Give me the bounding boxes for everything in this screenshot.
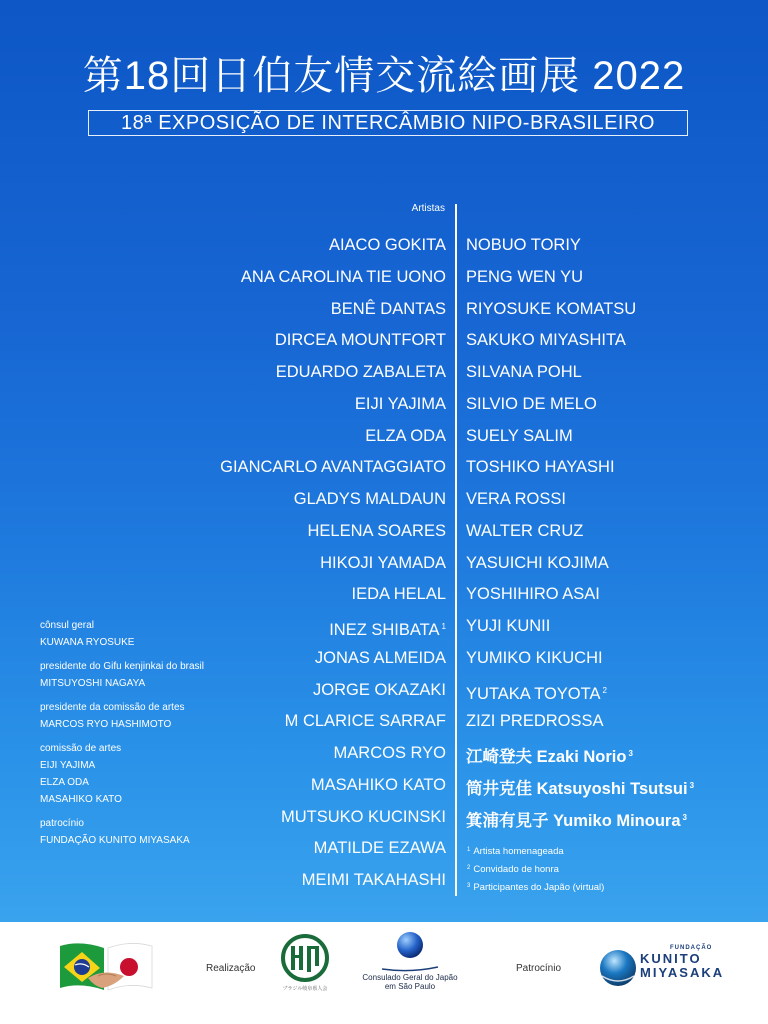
- artist-name: [466, 548, 766, 580]
- credit-entry: [40, 617, 280, 651]
- fkm-sphere-icon: [598, 946, 638, 990]
- footnote-mark: 1: [467, 847, 471, 853]
- consulado-swoosh-icon: [380, 965, 440, 973]
- artist-name: [150, 452, 446, 484]
- artist-name: [466, 452, 766, 484]
- footnote-marker: 1: [441, 622, 446, 631]
- artist-name-text: VERA ROSSI: [466, 490, 566, 508]
- footnote-marker: 2: [602, 685, 607, 695]
- artist-name-text: TOSHIKO HAYASHI: [466, 458, 615, 477]
- artist-name: [150, 325, 446, 357]
- event-subtitle: 18ª EXPOSIÇÃO DE INTERCÂMBIO NIPO-BRASILEIRO: [88, 110, 688, 136]
- credit-entry: [40, 740, 280, 808]
- artist-name-text: 箕浦有見子 Yumiko Minoura: [466, 811, 681, 830]
- credit-role: presidente da comissão de artes: [40, 702, 185, 713]
- credit-entry: [40, 699, 280, 733]
- artist-name: [466, 770, 766, 802]
- artist-name: [150, 421, 446, 453]
- artist-name: [466, 484, 766, 516]
- footnote-mark: 2: [467, 865, 471, 871]
- artist-name: [150, 294, 446, 326]
- artist-name: [150, 262, 446, 294]
- footnote-text: Artista homenageada: [473, 846, 564, 857]
- artist-name-text: YUJI KUNII: [466, 617, 551, 635]
- credit-role: cônsul geral: [40, 620, 94, 631]
- artist-name-text: SUELY SALIM: [466, 426, 573, 445]
- artist-name-text: ZIZI PREDROSSA: [466, 712, 604, 731]
- artist-name-text: AIACO GOKITA: [328, 236, 446, 254]
- realizacao-label: Realização: [206, 963, 256, 974]
- artist-name-text: ELZA ODA: [365, 426, 446, 445]
- artist-name-text: 江崎登夫 Ezaki Norio: [466, 748, 627, 766]
- artist-name: [466, 643, 766, 675]
- artist-name-text: MATILDE EZAWA: [313, 839, 446, 858]
- consulado-logo: [360, 930, 460, 991]
- artist-name-text: MEIMI TAKAHASHI: [301, 871, 446, 889]
- credit-person: KUWANA RYOSUKE: [40, 637, 135, 648]
- fkm-fundacao-text: FUNDAÇÃO: [670, 945, 713, 951]
- artist-name-text: DIRCEA MOUNTFORT: [274, 331, 446, 350]
- artist-name: [466, 357, 766, 389]
- consulado-globe-icon: [395, 930, 425, 960]
- footnote-text: Participantes do Japão (virtual): [473, 882, 605, 893]
- brazil-japan-flags-handshake-logo: [58, 938, 154, 998]
- fundacao-kunito-miyasaka-logo: [598, 944, 725, 992]
- artist-name-text: INEZ SHIBATA: [329, 621, 440, 639]
- artist-name-text: WALTER CRUZ: [466, 521, 584, 540]
- artist-name-text: YUMIKO KIKUCHI: [466, 648, 603, 667]
- artist-name: [150, 865, 446, 897]
- artist-name: [466, 738, 766, 770]
- gifu-caption: ブラジル岐阜県人会: [282, 986, 328, 992]
- credit-role: presidente do Gifu kenjinkai do brasil: [40, 661, 204, 672]
- artist-name-text: SAKUKO MIYASHITA: [466, 331, 626, 350]
- artist-name: [150, 389, 446, 421]
- artist-name-text: MUTSUKO KUCINSKI: [280, 807, 446, 826]
- artist-name: [466, 675, 766, 707]
- footnote-item: [467, 860, 604, 878]
- artist-name-text: JONAS ALMEIDA: [314, 648, 446, 667]
- credit-person: MITSUYOSHI NAGAYA: [40, 678, 146, 689]
- artist-name: [466, 294, 766, 326]
- artist-name-text: MARCOS RYO: [333, 744, 446, 762]
- artist-name: [466, 611, 766, 643]
- artist-name: [150, 516, 446, 548]
- artist-name-text: SILVANA POHL: [466, 363, 582, 381]
- gifu-kenjinkai-logo: [276, 933, 334, 993]
- event-title: 第18回日伯友情交流絵画展 2022: [82, 54, 686, 98]
- footnote-marker: 3: [628, 749, 633, 758]
- artist-name-text: 筒井克佳 Katsuyoshi Tsutsui: [466, 779, 688, 798]
- footnote-text: Convidado de honra: [473, 864, 559, 875]
- consulado-line1: Consulado Geral do Japão: [362, 973, 458, 982]
- footnote-marker: 3: [689, 780, 695, 790]
- artist-name: [466, 516, 766, 548]
- artist-name-text: BENÊ DANTAS: [330, 299, 446, 318]
- artist-name: [150, 548, 446, 580]
- artist-name: [150, 357, 446, 389]
- credit-entry: [40, 658, 280, 692]
- artist-name-text: GIANCARLO AVANTAGGIATO: [220, 458, 446, 477]
- artist-name-text: SILVIO DE MELO: [466, 394, 597, 413]
- artists-label: Artistas: [411, 203, 445, 214]
- artist-name: [466, 389, 766, 421]
- credit-person: ELZA ODA: [40, 777, 89, 788]
- credits-block: [40, 617, 280, 856]
- credit-person: FUNDAÇÃO KUNITO MIYASAKA: [40, 835, 190, 846]
- fkm-kunito-text: KUNITO: [640, 951, 702, 966]
- artist-name-text: HIKOJI YAMADA: [320, 553, 446, 572]
- artist-name-text: ANA CAROLINA TIE UONO: [240, 267, 446, 286]
- consulado-line2: em São Paulo: [384, 982, 436, 991]
- patrocinio-label: Patrocínio: [516, 963, 562, 974]
- artist-name: [466, 262, 766, 294]
- footnote-item: [467, 842, 604, 860]
- artist-name-text: NOBUO TORIY: [466, 236, 581, 254]
- artist-name-text: GLADYS MALDAUN: [293, 490, 446, 508]
- artist-name: [466, 706, 766, 738]
- column-divider: [455, 204, 457, 896]
- artist-name-text: IEDA HELAL: [351, 585, 446, 604]
- artist-name-text: YUTAKA TOYOTA: [466, 684, 601, 703]
- artist-name: [466, 421, 766, 453]
- artist-name-text: HELENA SOARES: [307, 521, 446, 540]
- artist-name: [466, 802, 766, 834]
- artist-name-text: RIYOSUKE KOMATSU: [466, 299, 637, 318]
- artist-name: [466, 325, 766, 357]
- artist-name-text: EDUARDO ZABALETA: [275, 363, 446, 381]
- artist-name-text: PENG WEN YU: [466, 267, 584, 286]
- credit-person: MASAHIKO KATO: [40, 794, 122, 805]
- artist-name-text: YOSHIHIRO ASAI: [466, 585, 600, 604]
- artist-name-text: JORGE OKAZAKI: [313, 680, 446, 699]
- footnote-mark: 3: [467, 883, 471, 889]
- credit-entry: [40, 815, 280, 849]
- artist-name: [150, 230, 446, 262]
- artist-name-text: YASUICHI KOJIMA: [466, 553, 609, 572]
- artists-column-right: [466, 230, 766, 833]
- artist-name: [466, 579, 766, 611]
- artist-name: [466, 230, 766, 262]
- artist-name: [150, 484, 446, 516]
- credit-person: EIJI YAJIMA: [40, 760, 96, 771]
- credit-role: patrocínio: [40, 818, 84, 829]
- fkm-miyasaka-text: MIYASAKA: [640, 965, 725, 980]
- footnote-marker: 3: [682, 812, 687, 822]
- footnotes: [467, 842, 604, 896]
- credit-role: comissão de artes: [40, 743, 122, 754]
- artist-name-text: MASAHIKO KATO: [310, 775, 446, 794]
- artist-name-text: EIJI YAJIMA: [354, 394, 446, 413]
- artist-name: [150, 579, 446, 611]
- credit-person: MARCOS RYO HASHIMOTO: [40, 719, 172, 730]
- footnote-item: [467, 878, 604, 896]
- artist-name-text: M CLARICE SARRAF: [284, 712, 446, 731]
